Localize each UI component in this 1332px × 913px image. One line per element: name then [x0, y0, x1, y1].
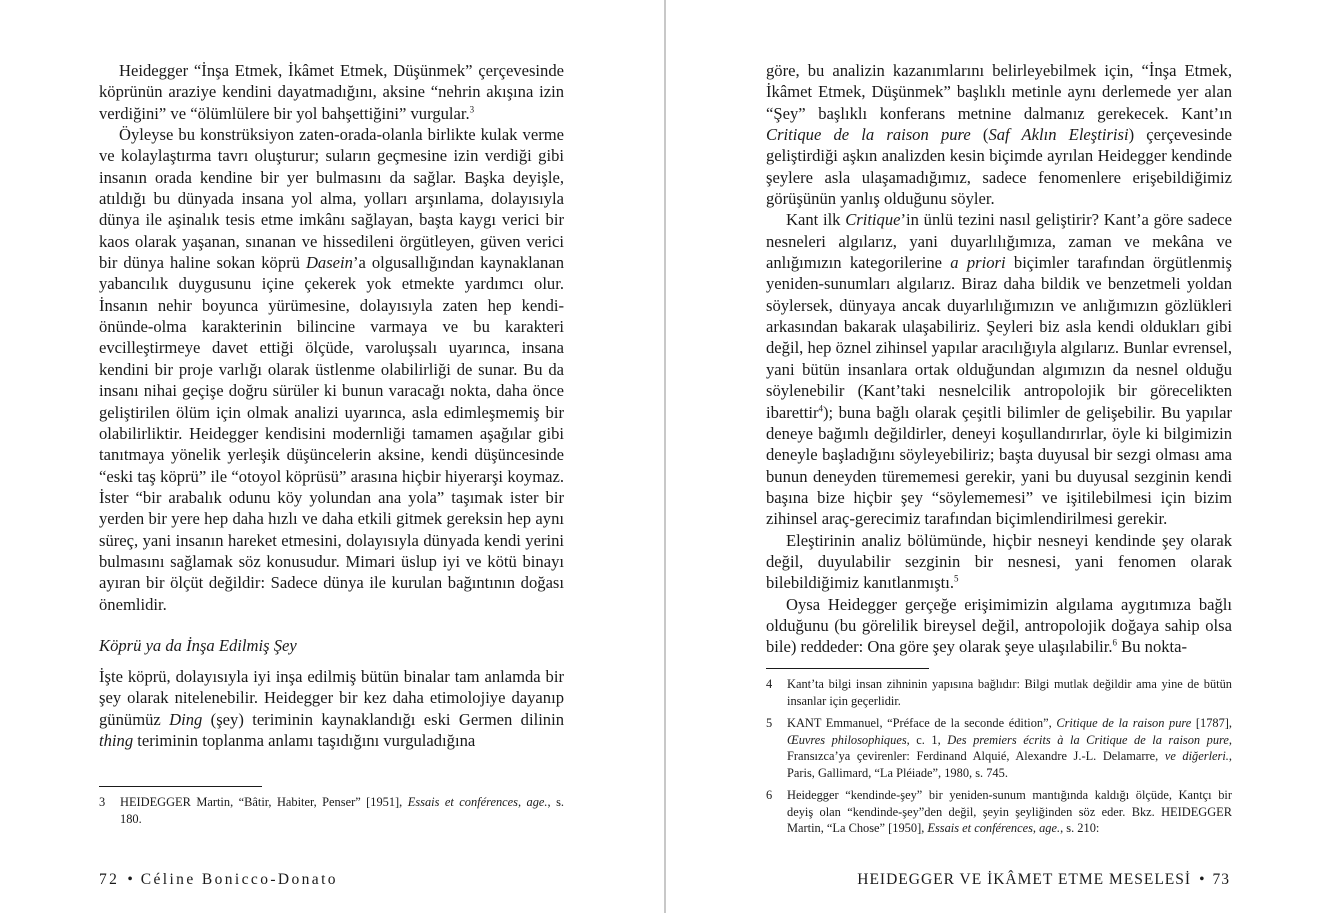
paragraph: Öyleyse bu konstrüksiyon zaten-orada-olanla birlikte kulak verme ve kolaylaştırma tavrı oluşturur; suların geçmesine izin verdiği gibi insanın orada kendine bir yer bulmasını da sağlar. Başka deyişle, atıldığı bu dünyada insana yol alma, yolları arşınlama, dolayısıyla dünya ile aşinalık tesis etme imkânı sağlayan, başta kaygı verici bir kaos olarak yaşanan, sınanan ve hissedileni örgütleyen, güven verici bir dünya haline sokan köprü Dasein’a olgusallığından kaynaklanan yabancılık duygusunu içine çekerek yok etmekte yardımcı olur. İnsanın nehir boyunca yürümesine, dolayısıyla zaten hep kendi-önünde-olma karakterinin bilincine varmaya ve bu karakteri evcilleştirmeye davet ettiği ölçüde, varoluşsalı uyarınca, insana kendini bir proje varlığı olarak üstlenme olabilirliği de sunar. Bu da insanı nihai geçişe doğru sürüler ki bunun varacağı nokta, daha önce geliştirilen ölüm için olmak analizi uyarınca, asla edimleşmemiş bir olabilirliktir. Heidegger kendisini modernliği tamamen aşağılar gibi tanıtmaya yönelik yerleşik düşüncelerin aksine, kendi düşüncesinde “eski taş köprü” ile “otoyol köprüsü” arasına hiçbir hiyerarşi koymaz. İster “bir arabalık odunu köy yolundan ana yola” taşımak ister bir yerden bir yere hep daha hızlı ve daha etkili gitmek gereksin hep aynı süreç, yani insanın hareket etmesini, dolayısıyla dünyada kendi yerini bulmasını sağlamak söz konusudur. Mimari üslup iyi ve kötü binayı ayıran bir ölçüt değildir: Sadece dünya ile kurulan bağıntının doğası önemlidir.	[99, 125, 565, 614]
footnote	[766, 676, 1232, 709]
right-body-text	[766, 60, 1232, 658]
right-page	[666, 0, 1332, 913]
footnote	[766, 715, 1232, 781]
paragraph: Oysa Heidegger gerçeğe erişimimizin algılama aygıtımıza bağlı olduğunu (bu görelilik bireysel değil, antropolojik doğaya sahip olsa bile) reddeder: Ona göre şey olarak şeye ulaşılabilir.$^6$ Bu nokta-	[766, 594, 1232, 657]
bullet-separator: •	[1199, 871, 1205, 888]
left-page	[0, 0, 664, 913]
left-footnotes	[99, 794, 564, 833]
footnote-text: KANT Emmanuel, “Préface de la seconde édition”, Critique de la raison pure [1787], Œuvres philosophiques, c. 1, Des premiers écrits à la Critique de la raison pure, Fransızca’ya çevirenler: Ferdinand Alquié, Alexandre J.-L. Delamarre, ve diğerleri., Paris, Gallimard, “La Pléiade”, 1980, s. 745.	[787, 716, 1233, 780]
page-number: 73	[1212, 871, 1230, 888]
footnote-number: 3	[99, 795, 106, 809]
footnote-number: 4	[766, 677, 773, 691]
footnote	[99, 794, 564, 827]
footnote	[766, 787, 1232, 837]
chapter-title: HEIDEGGER VE İKÂMET ETME MESELESİ	[857, 871, 1192, 888]
footnote-rule	[766, 668, 929, 669]
page-number: 72	[99, 871, 120, 888]
right-running-head	[857, 871, 1230, 889]
paragraph: Kant ilk Critique’in ünlü tezini nasıl geliştirir? Kant’a göre sadece nesneleri algılarız, yani duyarlılığımıza, zaman ve mekâna ve anlığımızın kategorilerine a priori biçimler tarafından örgütlenmiş yeniden-sunumları algılarız. Biraz daha bildik ve benzetmeli yoldan söylersek, dünyaya ancak duyarlılığımızın ve anlığımızın gözlükleri arkasından bakarak ulaşabiliriz. Şeyleri biz asla kendi oldukları gibi değil, hep öznel zihinsel yapılar aracılığıyla algılarız. Bunlar evrensel, yani bütün insanlara ortak olduğundan algımızın da nesnel olduğu söylenebilir (Kant’taki nesnelcilik antropolojik bir görecelikten ibarettir$^4$); buna bağlı olarak çeşitli bilimler de gelişebilir. Bu yapılar deneye bağımlı değildirler, deneyi koşullandırırlar, öyle ki bilgimizin deneyle başladığını söyleyebiliriz; başta duyusal bir sezgi olması ama bunun deneyden türememesi gerekir, yani bu duyusal sezginin kendi başına bize hiçbir şey “söylememesi” ve işitilebilmesi için bizim zihinsel araç-gerecimiz tarafından biçimlendirilmesi gerekir.	[766, 210, 1232, 529]
left-running-head	[99, 871, 338, 889]
left-body-text	[99, 60, 564, 751]
paragraph: Heidegger “İnşa Etmek, İkâmet Etmek, Düşünmek” çerçevesinde köprünün araziye kendini dayatmadığını, aksine “nehrin akışına izin verdiğini” ve “ölümlülere bir yol bahşettiğini” vurgular.$^3$	[99, 61, 564, 123]
footnote-text: HEIDEGGER Martin, “Bâtir, Habiter, Penser” [1951], Essais et conférences, age., s. 180.	[120, 795, 565, 826]
paragraph: Eleştirinin analiz bölümünde, hiçbir nesneyi kendinde şey olarak değil, duyulabilir sezginin bir nesnesi, yani fenomen olarak bilebildiğimiz kanıtlanmıştı.$^5$	[766, 530, 1232, 593]
footnote-number: 6	[766, 788, 773, 802]
paragraph: İşte köprü, dolayısıyla iyi inşa edilmiş bütün binalar tam anlamda bir şey olarak nitelenebilir. Heidegger bir kez daha etimolojiye dayanıp günümüz Ding (şey) teriminin kaynaklandığı eski Germen dilinin thing teriminin toplanma anlamı taşıdığını vurguladığına	[99, 666, 565, 750]
footnote-rule	[99, 786, 262, 787]
author-name: Céline Bonicco-Donato	[140, 871, 338, 888]
footnote-text: Heidegger “kendinde-şey” bir yeniden-sunum mantığında kaldığı ölçüde, Kantçı bir deyiş olan “kendinde-şey”den değil, şeyin şeyliğinden söz eder. Bkz. HEIDEGGER Martin, “La Chose” [1950], Essais et conférences, age., s. 210:	[787, 788, 1232, 835]
paragraph: göre, bu analizin kazanımlarını belirleyebilmek için, “İnşa Etmek, İkâmet Etmek, Düşünmek” başlıklı metinle aynı derlemede yer alan “Şey” başlıklı konferans metnine dalmanız gerekecek. Kant’ın Critique de la raison pure (Saf Aklın Eleştirisi) çerçevesinde geliştirdiği aşkın analizden kesin biçimde ayrılan Heidegger kendinde şeylere asla ulaşamadığımız, sadece fenomenlere erişebildiğimiz görüşünün yanlış olduğunu söyler.	[766, 61, 1232, 209]
right-footnotes	[766, 676, 1232, 843]
section-heading: Köprü ya da İnşa Edilmiş Şey	[99, 635, 297, 655]
footnote-text: Kant’ta bilgi insan zihninin yapısına bağlıdır: Bilgi mutlak değildir ama yine de bütün insanlar için geçerlidir.	[787, 677, 1232, 708]
bullet-separator: •	[127, 871, 133, 888]
footnote-number: 5	[766, 716, 773, 730]
